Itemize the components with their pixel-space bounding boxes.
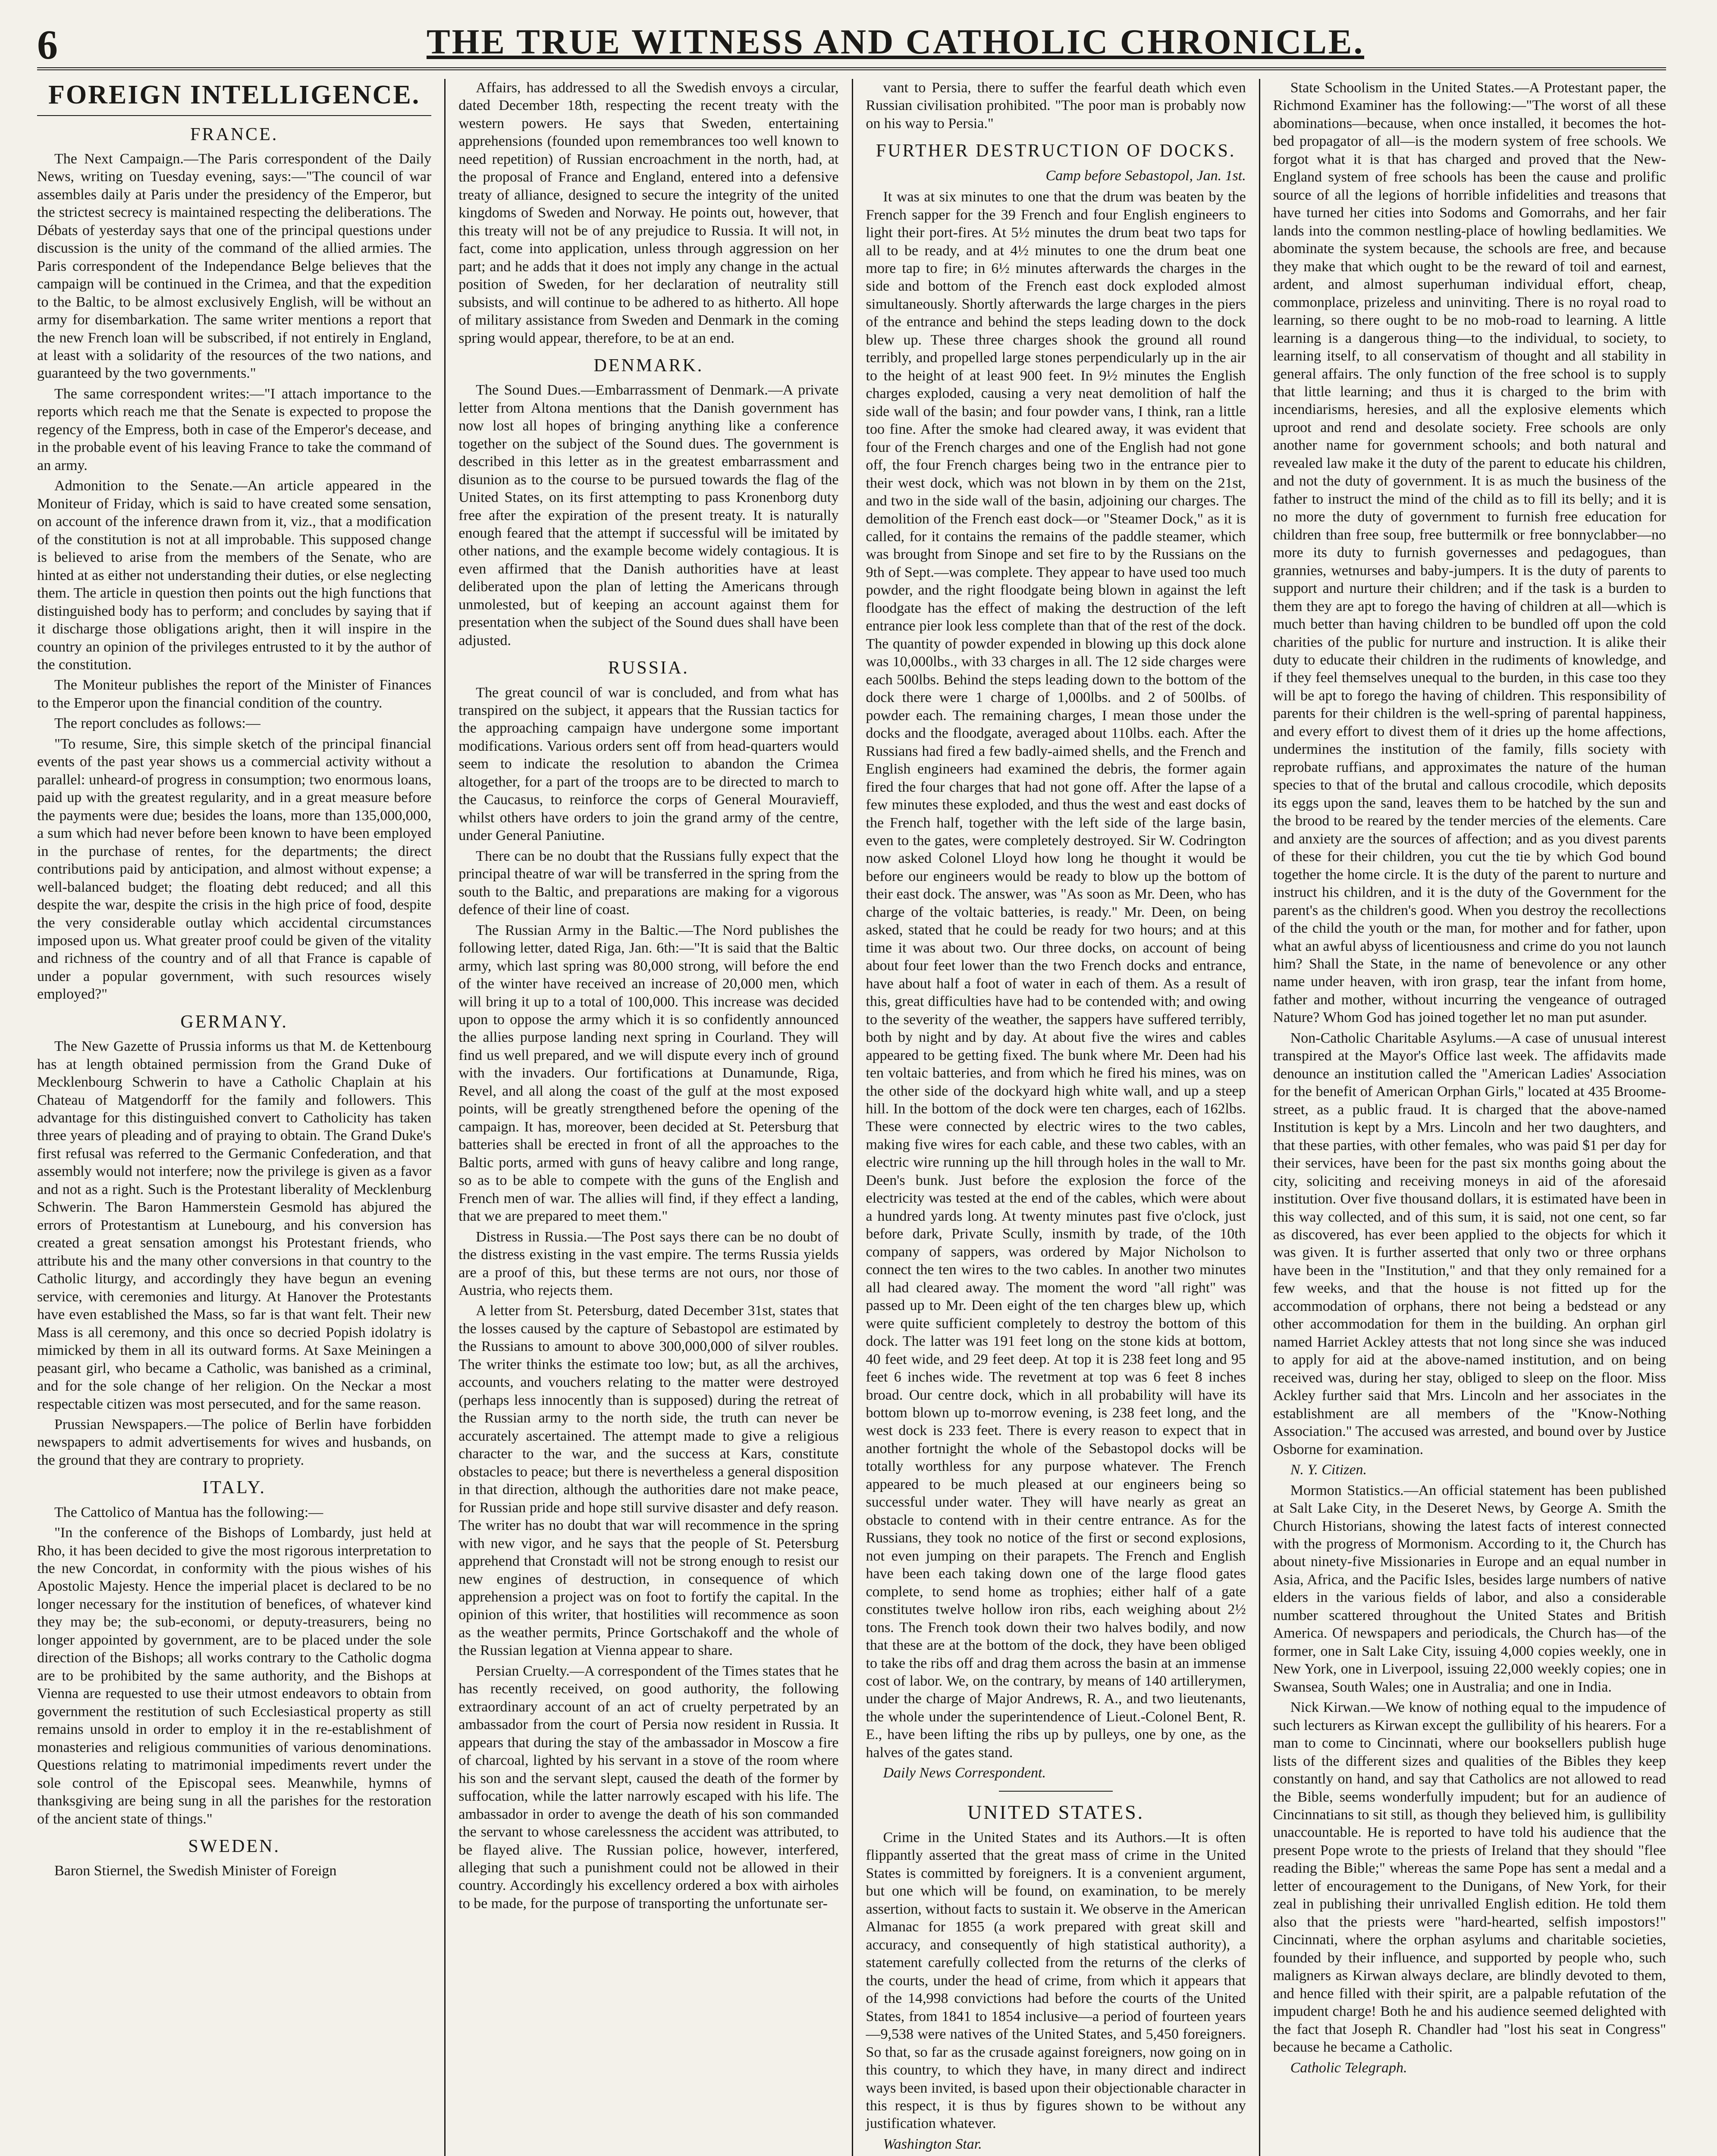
paragraph: The report concludes as follows:—: [54, 715, 261, 732]
source-credit: Washington Star.: [883, 2136, 982, 2152]
paragraph: Mormon Statistics.—An official statement has been published at Salt Lake City, in the Deseret News, by George A. Smith the Church Historians, showing the latest facts of interest connected with the progress of Mormonism. According to it, the Church has about ninety-five Missionaries in Europe and an equal number in Asia, Africa, and the Pacific Isles, besides large numbers of native elders in the various fields of labor, and also a considerable number scattered throughout the United States and British America. Of newspapers and periodicals, the Church has—of the former, one in Salt Lake City, issuing 4,000 copies weekly, one in New York, one in Liverpool, issuing 22,000 weekly copies; one in Swansea, South Wales; one in Australia; and one in India.: [1273, 1482, 1666, 1695]
column-3: [852, 79, 1259, 2156]
column-4: [1259, 79, 1666, 2156]
paragraph: "To resume, Sire, this simple sketch of the principal financial events of the past year shows us a commercial activity without a parallel: unheard-of progress in consumption; two enormous loans, paid up with the greatest regularity, and in a great measure before the payments were due; besides the loans, more than 135,000,000, a sum which had never before been known to have been employed in the purchase of rentes, for the departments; the direct contributions paid by anticipation, and almost without expense; a well-balanced budget; the floating debt reduced; and all this despite the war, despite the crisis in the high price of food, despite the very considerable outlay which accidental circumstances imposed upon us. What greater proof could be given of the vitality and richness of the country and of all that France is capable of under a popular government, with such resources wisely employed?": [37, 736, 432, 1003]
page-number: 6: [37, 22, 58, 68]
paragraph: State Schoolism in the United States.—A Protestant paper, the Richmond Examiner has the following:—"The worst of all these abominations—because, when once installed, it becomes the hot-bed propagator of all—is the modern system of free schools. We forgot what it is that has charged and proved that the New-England system of free schools has been the cause and prolific source of all the legions of horrible infidelities and treasons that have turned her cities into Sodoms and Gomorrahs, and her fair lands into the common nestling-place of howling bedlamities. We abominate the system because, the schools are free, and because they make that which ought to be the reward of toil and earnest, ardent, and almost superhuman individual effort, cheap, commonplace, prizeless and uninviting. There is no royal road to learning, so there ought to be no mob-road to learning. A little learning is a dangerous thing—to the individual, to society, to learning itself, to all conservatism of thought and all stability in general affairs. The only function of the free school is to supply that little learning; and thus it is charged to the brim with incendiarisms, heresies, and all the explosive elements which uproot and rend and desolate society. Free schools are only another name for government schools; and both natural and revealed law make it the duty of the parent to educate his children, and not the duty of government. It is as much the business of the father to instruct the mind of the child as to fill its belly; and it is no more the duty of government to furnish free education for children than free soup, free buttermilk or free bonnyclabber—no more its duty to furnish governesses and pedagogues, than grannies, wetnurses and baby-jumpers. It is the duty of parents to support and nurture their children; and if the task is a burden to them they are apt to forego the having of children at all—which is much better than having children to be bundled off upon the cold charities of the public for nurture and instruction. It is alike their duty to educate their children in the rudiments of knowledge, and if they feel themselves unequal to the burden, in this case too they will be apt to forego the having of children. This responsibility of parents for their children is the well-spring of parental happiness, and every effort to divest them of it dries up the home affections, undermines the institution of the family, fills society with reprobate ruffians, and approximates the nature of the human species to that of the brutal and callous crocodile, which deposits its eggs upon the sand, leaves them to be hatched by the sun and the brood to be reared by the tender mercies of the elements. Care and anxiety are the sources of affection; and as you divest parents of these for their children, you cut the tie by which God bound together the home circle. It is the duty of the parent to nurture and instruct his children, and it is the duty of the Government for the parent's as the children's good. When you destroy the recollections of the child the youth or the man, for mother and for father, upon what an awful abyss of licentiousness and crime do you not launch him? Shall the State, in the name of benevolence or any other name under heaven, with iron grasp, tear the infant from home, father and mother, without incurring the vengeance of outraged Nature? Whom God has joined together let no man put asunder.: [1273, 80, 1666, 1026]
paragraph: There can be no doubt that the Russians fully expect that the principal theatre of war will be transferred in the spring from the south to the Baltic, and preparations are making for a vigorous defence of their line of coast.: [458, 848, 839, 918]
column-1: [37, 79, 444, 2156]
paragraph: The Sound Dues.—Embarrassment of Denmark.—A private letter from Altona mentions that the Danish government has now lost all hopes of bringing anything like a conference together on the subject of the Sound dues. The government is described in this letter as in the greatest embarrassment and disunion as to the course to be pursued towards the flag of the United States, on its first attempting to pass Kronenborg duty free after the expiration of the present treaty. It is naturally enough feared that the attempt if successful will be imitated by other nations, and the example become widely contagious. It is even affirmed that the Danish authorities have at least deliberated upon the plan of letting the Americans through unmolested, but of keeping an account against them for presentation when the subject of the Sound dues shall have been adjusted.: [458, 382, 839, 649]
paragraph: A letter from St. Petersburg, dated December 31st, states that the losses caused by the capture of Sebastopol are estimated by the Russians to amount to above 300,000,000 of silver roubles. The writer thinks the estimate too low; but, as all the archives, accounts, and vouchers relating to the matter were destroyed (perhaps less innocently than is supposed) during the retreat of the Russian army to the north side, the truth can never be accurately ascertained. The attempt made to give a religious character to the war, and the success at Kars, constitute obstacles to peace; but there is nevertheless a general disposition in that direction, although the authorities dare not make peace, for Russian pride and hope still survive disaster and defy reason. The writer has no doubt that war will recommence in the spring with new vigor, and he says that the people of St. Petersburg apprehend that Cronstadt will not be strong enough to resist our new engines of destruction, in consequence of which apprehension a project was on foot to fortify the capital. In the opinion of this writer, that hostilities will recommence as soon as the weather permits, Prince Gortschakoff and the whole of the Russian legation at Vienna appear to share.: [458, 1303, 839, 1659]
paragraph: The same correspondent writes:—"I attach importance to the reports which reach me that the Senate is expected to propose the regency of the Empress, both in case of the Emperor's decease, and in the probable event of his leaving France to take the command of an army.: [37, 385, 432, 473]
masthead: [37, 16, 1666, 70]
paragraph: Baron Stiernel, the Swedish Minister of Foreign: [54, 1863, 337, 1879]
paragraph: Persian Cruelty.—A correspondent of the Times states that he has recently received, on good authority, the following extraordinary account of an act of cruelty perpetrated by an ambassador from the court of Persia now resident in Russia. It appears that during the stay of the ambassador in Moscow a fire of charcoal, lighted by his servant in a stove of the room where his son and the servant slept, caused the death of the former by suffocation, while the latter narrowly escaped with his life. The ambassador in order to avenge the death of his son commanded the servant to whose carelessness the accident was attributed, to be flayed alive. The Russian police, however, interfered, alleging that such a punishment could not be allowed in their country. Accordingly his excellency ordered a box with airholes to be made, for the purpose of transporting the unfortunate ser-: [458, 1663, 839, 1912]
paragraph: The Cattolico of Mantua has the following:—: [54, 1504, 323, 1520]
source-credit: Catholic Telegraph.: [1290, 2059, 1407, 2076]
paragraph: The great council of war is concluded, and from what has transpired on the subject, it appears that the Russian tactics for the approaching campaign have undergone some important modifications. Various orders sent off from head-quarters would seem to indicate the resolution to abandon the Crimea altogether, for a part of the troops are to be directed to march to the Caucasus, to reinforce the corps of General Mouravieff, whilst others have orders to join the grand army of the centre, under General Paniutine.: [458, 684, 839, 844]
heading-united-states: UNITED STATES.: [967, 1801, 1145, 1823]
heading-docks: FURTHER DESTRUCTION OF DOCKS.: [876, 141, 1236, 161]
heading-germany: GERMANY.: [180, 1012, 288, 1032]
source-credit: N. Y. Citizen.: [1290, 1462, 1367, 1478]
paragraph: It was at six minutes to one that the drum was beaten by the French sapper for the 39 French and four English engineers to light their port-fires. At 5½ minutes the drum beat two taps for all to be ready, and at 4½ minutes to one the drum beat one more tap to fire; in 6½ minutes afterwards the charges in the side and bottom of the French east dock exploded almost simultaneously. Shortly afterwards the large charges in the piers of the entrance and behind the steps leading down to the dock blew up. These three charges shook the ground all round terribly, and propelled large stones perpendicularly up in the air to the height of at least 900 feet. In 9½ minutes the English charges exploded, causing a very neat demolition of half the side wall of the basin; and four powder vans, I think, ran a little too fine. After the smoke had cleared away, it was evident that four of the French charges and one of the English had not gone off, the four French charges being two in the entrance pier to their west dock, which was not blown in by them on the 21st, and two in the side wall of the basin, adjoining our charges. The demolition of the French east dock—or "Steamer Dock," as it is called, for it contains the remains of the paddle steamer, which was brought from Sinope and set fire to by the Russians on the 9th of Sept.—was complete. They appear to have used too much powder, and the right floodgate being blown in against the left floodgate has the effect of making the destruction of the left entrance pier look less complete than that of the rest of the dock. The quantity of powder expended in blowing up this dock alone was 10,000lbs., with 33 charges in all. The 12 side charges were each 500lbs. Behind the steps leading down to the bottom of the dock there were 1 charge of 1,000lbs. and 2 of 500lbs. of powder each. The remaining charges, I mean those under the docks and the floodgate, averaged about 110lbs. each. After the Russians had fired a few badly-aimed shells, and the French and English engineers had examined the debris, the former again fired the four charges that had not gone off. After the lapse of a few minutes these exploded, and thus the west and east docks of the French half, together with the left side of the large basin, even to the gates, were completely destroyed. Sir W. Codrington now asked Colonel Lloyd how long he thought it would be before our engineers would be ready to blow up the bottom of their east dock. The answer, was "As soon as Mr. Deen, who has charge of the voltaic batteries, is ready." Mr. Deen, on being asked, stated that he could be ready for two hours; and at this time it was about two. Our three docks, on account of being about four feet lower than the two French docks and entrance, have about half a foot of water in each of them. As a result of this, great difficulties have had to be contended with; and owing to the severity of the weather, the sappers have suffered terribly, both by night and by day. At about five the wires and cables appeared to be getting fixed. The bunk where Mr. Deen had his ten voltaic batteries, and from which he fired his mines, was on the other side of the dockyard high white wall, and up a steep hill. In the bottom of the dock were ten charges, each of 162lbs. These were connected by electric wires to the two cables, making five wires for each cable, and these two cables, with an electric wire running up the hill through holes in the wall to Mr. Deen's bunk. Just before the explosion the force of the electricity was tested at the end of the cables, which were about a hundred yards long. At twenty minutes past five o'clock, just before dark, Private Scully, insmith by trade, of the 10th company of sappers, was ordered by Major Nicholson to connect the ten wires to the two cables. In another two minutes all had cleared away. The moment the word "all right" was passed up to Mr. Deen eight of the ten charges blew up, which were quite sufficient completely to destroy the bottom of this dock. The latter was 191 feet long on the stone kids at bottom, 40 feet wide, and 29 feet deep. At top it is 238 feet long and 95 feet 6 inches wide. The revetment at top was 6 feet 8 inches broad. Our centre dock, which in all probability will have its bottom blown up to-morrow evening, is 238 feet long, and the west dock is 233 feet. There is every reason to expect that in another fortnight the whole of the Sebastopol docks will be totally worthless for any purpose whatever. The French appeared to be much pleased at our engineers being so successful under water. They will have nearly as great an obstacle to contend with in their centre entrance. As for the Russians, they took no notice of the first or second explosions, not even jumping on their parapets. The French and English have been each taking down one of the large flood gates complete, to send home as trophies; either half of a gate constitutes twelve hollow iron ribs, each weighing about 2½ tons. The French took down their two halves bodily, and now that these are at the bottom of the dock, they have been obliged to take the ribs off and drag them across the basin at an immense cost of labor. We, on the contrary, by means of 140 artillerymen, under the charge of Major Andrews, R. A., and two lieutenants, the whole under the superintendence of Lieut.-Colonel Bent, R. E., have been lifting the ribs up by pulleys, one by one, as the halves of the gates stand.: [866, 189, 1246, 1761]
paragraph: The Next Campaign.—The Paris correspondent of the Daily News, writing on Tuesday evening, says:—"The council of war assembles daily at Paris under the presidency of the Emperor, but the strictest secrecy is maintained respecting the deliberations. The Débats of yesterday says that one of the principal questions under discussion is the unity of the command of the allied armies. The Paris correspondent of the Independance Belge believes that the campaign will be continued in the Crimea, and that the expedition to the Baltic, to be almost exclusively English, will be without an army for disembarkation. The same writer mentions a report that the new French loan will be subscribed, if not entirely in England, at least with a solidarity of the resources of the two nations, and guaranteed by the two governments.": [37, 150, 432, 382]
heading-denmark: DENMARK.: [593, 356, 704, 376]
paragraph: Admonition to the Senate.—An article appeared in the Moniteur of Friday, which is said to have created some sensation, on account of the inference drawn from it, viz., that a modification of the constitution is not at all improbable. This supposed change is believed to arise from the members of the Senate, who are hinted at as either not understanding their duties, or else neglecting them. The article in question then points out the high functions that distinguished body has to perform; and concludes by saying that if it discharge those obligations aright, then it will inspire in the country an opinion of the privileges entrusted to it by the author of the constitution.: [37, 478, 432, 673]
heading-sweden: SWEDEN.: [188, 1836, 280, 1857]
heading-france: FRANCE.: [190, 124, 279, 144]
paragraph: The New Gazette of Prussia informs us that M. de Kettenbourg has at length obtained permission from the Grand Duke of Mecklenbourg Schwerin to have a Catholic Chaplain at his Chateau of Matgendorff for the family and followers. This advantage for this distinguished convert to Catholicity has taken three years of pleading and of praying to obtain. The Grand Duke's first refusal was referred to the Germanic Confederation, and that assembly would not interfere; now the privilege is given as a favor and not as a right. Such is the Protestant liberality of Mecklenburg Schwerin. The Baron Hammerstein Gesmold has abjured the errors of Protestantism at Lunebourg, and his conversion has created a great sensation amongst his Protestant friends, who attribute his and the many other conversions in that country to the Catholic liturgy, and accordingly they have begun an evening service, with ceremonies and liturgy. At Hanover the Protestants have even established the Mass, so far is that want felt. Their new Mass is all ceremony, and this once so decried Popish idolatry is mimicked by them in all its outward forms. At Saxe Meiningen a peasant girl, who became a Catholic, was banished as a criminal, and for the sole change of her religion. On the Neckar a most respectable citizen was most persecuted, and for the same reason.: [37, 1038, 432, 1412]
column-2: [444, 79, 851, 2156]
paragraph: Non-Catholic Charitable Asylums.—A case of unusual interest transpired at the Mayor's Office last week. The affidavits made denounce an institution called the "American Ladies' Association for the benefit of American Orphan Girls," located at 435 Broome-street, as a public fraud. It is charged that the above-named Institution is kept by a Mrs. Lincoln and her two daughters, and that these parties, with other females, who was paid $1 per day for their services, have been for the past six months going about the city, soliciting and receiving moneys in aid of the aforesaid institution. Over five thousand dollars, it is estimated have been in this way collected, and of this sum, it is said, not one cent, so far as discovered, has ever been applied to the objects for which it was given. It is further asserted that only two or three orphans have been in the "Institution," and that they only remained for a few weeks, and that the house is not fitted up for the accommodation of orphans, there not being a bedstead or any other accommodation for them in the building. An orphan girl named Harriet Ackley attests that not long since she was induced to apply for aid at the above-named institution, and on being received was, during her stay, obliged to sleep on the floor. Miss Ackley further said that Mrs. Lincoln and her associates in the establishment are all members of the "Know-Nothing Association." The accused was arrested, and bound over by Justice Osborne for examination.: [1273, 1030, 1666, 1457]
heading-italy: ITALY.: [202, 1478, 266, 1498]
divider: [999, 1791, 1113, 1792]
paragraph: The Moniteur publishes the report of the Minister of Finances to the Emperor upon the financial condition of the country.: [37, 677, 432, 711]
dateline: Camp before Sebastopol, Jan. 1st.: [1045, 167, 1246, 184]
paragraph: The Russian Army in the Baltic.—The Nord publishes the following letter, dated Riga, Jan. 6th:—"It is said that the Baltic army, which last spring was 80,000 strong, will before the end of the winter have received an increase of 20,000 men, which will bring it up to a total of 100,000. This increase was decided upon to oppose the army which it is so confidently announced the allies purpose landing next spring in Courland. They will find us well prepared, and we will dispute every inch of ground with the invaders. Our fortifications at Dunamunde, Riga, Revel, and all along the coast of the gulf at the most exposed points, will be greatly strengthened before the opening of the campaign. It has, moreover, been decided at St. Petersburg that batteries shall be erected in front of all the approaches to the Baltic ports, armed with guns of heavy calibre and long range, so as to be able to compete with the guns of the English and French men of war. The allies will find, if they effect a landing, that we are prepared to meet them.": [458, 922, 839, 1225]
paragraph: Crime in the United States and its Authors.—It is often flippantly asserted that the great mass of crime in the United States is committed by foreigners. It is a convenient argument, but one which will be found, on examination, to be merely assertion, without facts to sustain it. We observe in the American Almanac for 1855 (a work prepared with great skill and accuracy, and consequently of high statistical authority), a statement carefully collected from the returns of the clerks of the courts, under the head of crime, from which it appears that of the 14,998 convictions had before the courts of the United States, from 1841 to 1854 inclusive—a period of fourteen years—9,538 were natives of the United States, and 5,450 foreigners. So that, so far as the crusade against foreigners, now going on in this country, to which they have, in many direct and indirect ways been invited, is based upon their objectionable character in this respect, it is thus by figures shown to be without any justification whatever.: [866, 1829, 1246, 2132]
newspaper-title: THE TRUE WITNESS AND CATHOLIC CHRONICLE.: [426, 22, 1364, 61]
paragraph: Distress in Russia.—The Post says there can be no doubt of the distress existing in the vast empire. The terms Russia yields are a proof of this, but these terms are not ours, nor those of Austria, who rejects them.: [458, 1228, 839, 1298]
source-credit: Daily News Correspondent.: [883, 1765, 1046, 1781]
paragraph: Affairs, has addressed to all the Swedish envoys a circular, dated December 18th, respecting the recent treaty with the western powers. He says that Sweden, entertaining apprehensions (founded upon remembrances too well known to need repetition) of Russian encroachment in the north, had, at the proposal of France and England, entered into a defensive treaty of alliance, designed to secure the integrity of the united kingdoms of Sweden and Norway. He points out, however, that this treaty will not be of any prejudice to Russia. It will not, in fact, come into application, unless through aggression on her part; and he adds that it does not imply any change in the actual position of Sweden, for her declaration of neutrality still subsists, and will continue to be adhered to as hitherto. All hope of military assistance from Sweden and Denmark in the coming spring would appear, therefore, to be at an end.: [458, 80, 839, 346]
section-banner: FOREIGN INTELLIGENCE.: [37, 79, 431, 116]
paragraph: Nick Kirwan.—We know of nothing equal to the impudence of such lecturers as Kirwan except the gullibility of his hearers. For a man to come to Cincinnati, where our booksellers publish huge lists of the different sizes and qualities of the Bibles they keep constantly on hand, and say that Catholics are not allowed to read the Bible, seems wonderfully impudent; but for an audience of Cincinnatians to sit still, as though they believed him, is gullibility unaccountable. He is reported to have told his audience that the present Pope wrote to the priests of Ireland that they should "flee reading the Bible;" whereas the same Pope has sent a medal and a letter of encouragement to the Dunigans, of New York, for their zeal in publishing their unrivalled English edition. He told them also that the priests were "hard-hearted, selfish impostors!" Cincinnati, where the orphan asylums and charitable societies, founded by their influence, and supported by people who, such maligners as Kirwan always declare, are blindly devoted to them, and hence filled with their spirit, are a palpable refutation of the impudent charge! Both he and his audience seemed delighted with the fact that Joseph R. Chandler had "lost his seat in Congress" because he became a Catholic.: [1273, 1699, 1666, 2056]
heading-russia: RUSSIA.: [608, 658, 689, 678]
paragraph: "In the conference of the Bishops of Lombardy, just held at Rho, it has been decided to give the most rigorous interpretation to the new Concordat, in conformity with the pious wishes of his Apostolic Majesty. Hence the imperial placet is declared to be no longer necessary for the institution of benefices, of whatever kind they may be; the sub-economi, or deputy-treasurers, being no longer appointed by government, are to be placed under the sole direction of the Bishops; all works contrary to the Catholic dogma are to be prohibited by the same authority, and the Bishops at Vienna are requested to use their utmost endeavors to obtain from government the restitution of such Ecclesiastical property as still remains unsold in order to employ it in the re-establishment of monasteries and religious communities of various denominations. Questions relating to matrimonial impediments revert under the sole control of the Episcopal sees. Meanwhile, hymns of thanksgiving are being sung in all the parishes for the restoration of the ancient state of things.": [37, 1525, 432, 1827]
columns: [37, 79, 1666, 2156]
paragraph: Prussian Newspapers.—The police of Berlin have forbidden newspapers to admit advertisements for wives and husbands, on the ground that they are contrary to propriety.: [37, 1416, 432, 1468]
paragraph: vant to Persia, there to suffer the fearful death which even Russian civilisation prohibited. "The poor man is probably now on his way to Persia.": [866, 80, 1246, 132]
